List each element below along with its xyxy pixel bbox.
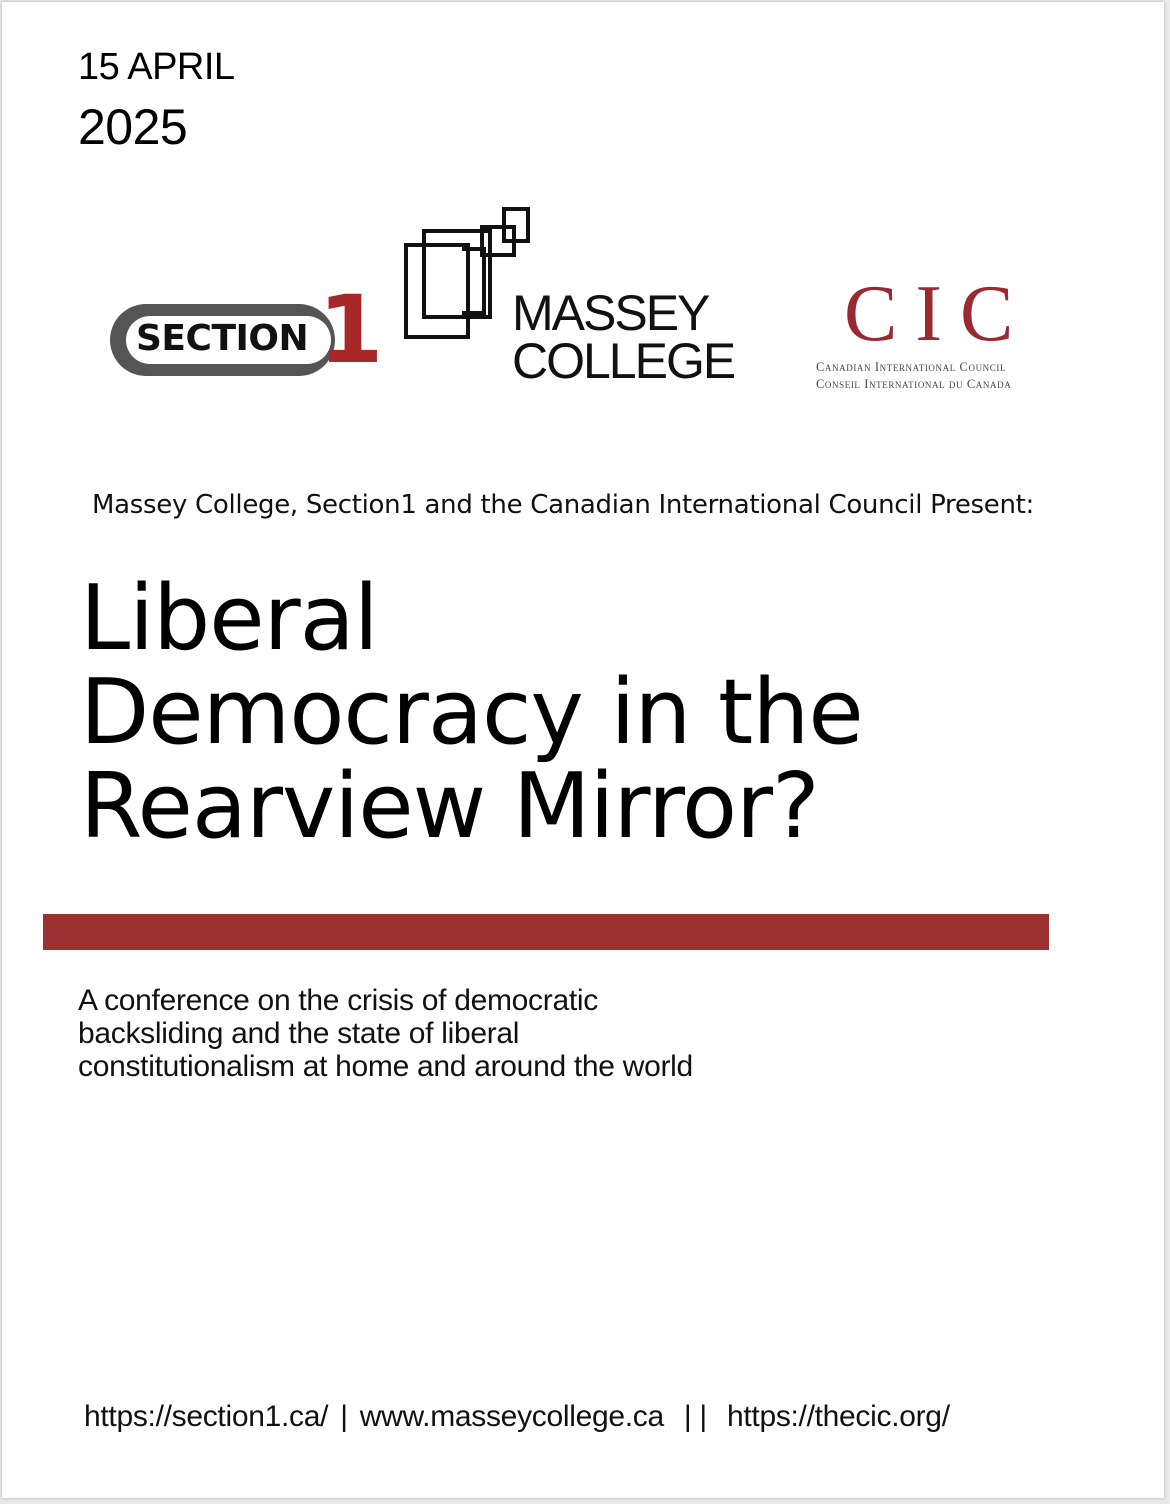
massey-logo-line2: COLLEGE — [512, 333, 735, 389]
event-date-year: 2025 — [78, 99, 188, 155]
massey-college-logo — [404, 207, 734, 407]
massey-college-link[interactable]: www.masseycollege.ca — [359, 1400, 664, 1433]
section1-logo-numeral: 1 — [318, 276, 384, 385]
poster-page — [2, 2, 1164, 1498]
cic-link[interactable]: https://thecic.org/ — [726, 1400, 950, 1433]
event-title-line3: Rearview Mirror? — [80, 754, 819, 859]
cic-logo — [814, 270, 1074, 404]
massey-logo-text — [512, 285, 735, 389]
cic-logo-english: Canadian International Council — [816, 360, 1007, 374]
event-title — [80, 566, 863, 859]
section1-logo-word: SECTION — [136, 318, 309, 359]
presenters-line: Massey College, Section1 and the Canadian International Council Present: — [92, 490, 1035, 520]
massey-logo-line1: MASSEY — [512, 285, 709, 341]
massey-logo-square-5 — [462, 247, 486, 315]
event-title-line1: Liberal — [80, 566, 378, 671]
section1-logo — [110, 276, 384, 385]
event-description: A conference on the crisis of democratic backsliding and the state of liberal constitutionalism at home and around the world — [78, 984, 693, 1083]
event-date-day-month: 15 APRIL — [78, 46, 235, 88]
footer-links — [84, 1400, 950, 1434]
accent-divider-bar — [43, 914, 1049, 950]
cic-logo-french: Conseil International du Canada — [816, 377, 1012, 391]
cic-logo-acronym: CIC — [844, 270, 1032, 358]
footer-separator: | — [340, 1400, 348, 1433]
footer-separator-double: | | — [683, 1400, 707, 1433]
massey-logo-square-4 — [404, 243, 470, 339]
event-title-line2: Democracy in the — [80, 660, 863, 765]
section1-link[interactable]: https://section1.ca/ — [84, 1400, 329, 1433]
